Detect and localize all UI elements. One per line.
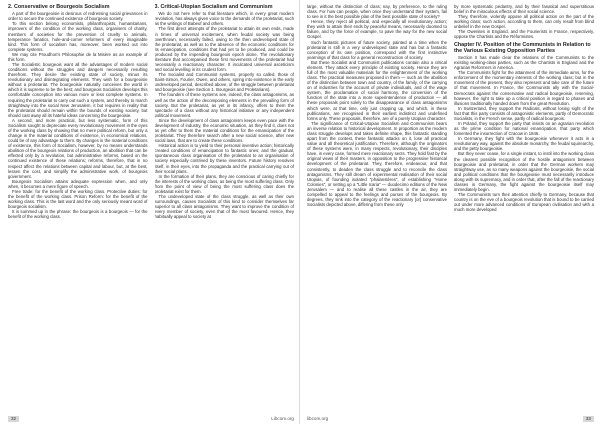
section-heading-conservative-socialism: 2. Conservative or Bourgeois Socialism	[8, 4, 110, 10]
paragraph: We do not here refer to that literature which, in every great modern revolution, has always given voice to the demands of the proletariat, such as the writings of Babeuf and others.	[154, 11, 294, 27]
paragraph: Since the development of class antagonism keeps even pace with the development of industry, the economic situation, as they find it, does not as yet offer to them the material conditions for the emancipation of the proletariat. They therefore search after a new social science, after new social laws, that are to create these conditions.	[154, 117, 294, 144]
paragraph: In the formation of their plans, they are conscious of caring chiefly for the interests of the working class, as being the most suffering class. Only from the point of view of being the most suffering class does the proletariat exist for them.	[154, 173, 294, 194]
paragraph: Free trade: for the benefit of the working class. Protective duties: for the benefit of the working class. Prison Reform: for the benefit of the working class. This is the last word and the only seriously meant word of bourgeois socialism.	[8, 188, 148, 210]
section-heading-critical-utopian: 3. Critical-Utopian Socialism and Communism	[154, 4, 273, 10]
paragraph: Section II has made clear the relations of the Communists to the existing working-class parties, such as the Chartists in England and the Agrarian Reformers in America.	[454, 54, 594, 71]
paragraph: The Owenites in England, and the Fourierists in France, respectively, oppose the Chartists and the Réformistes.	[454, 29, 594, 40]
page-number: 32	[8, 416, 19, 422]
left-footer	[8, 415, 294, 422]
paragraph: But these Socialist and Communist publications contain also a critical element. They attack every principle of existing society. Hence they are full of the most valuable materials for the enlightenment of the working class. The practical measures proposed in them — such as the abolition of the distinction between town and country, of the family, of the carrying on of industries for the account of private individuals, and of the wage system, the proclamation of social harmony, the conversion of the function of the state into a more superintendence of production — all these proposals point solely to the disappearance of class antagonisms which were, at that time, only just cropping up, and which, in these publications, are recognised in their earliest indistinct and undefined forms only. These proposals, therefore, are of a purely Utopian character.	[307, 59, 447, 121]
paragraph: The significance of Critical-Utopian Socialism and Communism bears an inverse relation to historical development. In proportion as the modern class struggle develops and takes definite shape, this fantastic standing apart from the contest, these fantastic attacks on it, lose all practical value and all theoretical justification. Therefore, although the originators of these systems were, in many respects, revolutionary, their disciples have, in every case, formed mere reactionary sects. They hold fast by the original views of their masters, in opposition to the progressive historical development of the proletariat. They, therefore, endeavour, and that consistently, to deaden the class struggle and to reconcile the class antagonisms. They still dream of experimental realisation of their social Utopias, of founding isolated "phalanstères", of establishing "Home Colonies", or setting up a "Little Icaria" — duodecimo editions of the New Jerusalem — and to realise all these castles in the air, they are compelled to appeal to the feelings and purses of the bourgeois. By degrees, they sink into the category of the reactionary [or] conservative Socialists depicted above, differing from these only	[307, 120, 447, 208]
right-columns	[307, 4, 594, 408]
right-column-2	[454, 4, 594, 408]
paragraph: Historical action is to yield to their personal inventive action; historically created conditions of emancipation to fantastic ones; and the gradual, spontaneous class organisation of the proletariat to an organisation of society especially contrived by these inventors. Future history resolves itself, in their eyes, into the propaganda and the practical carrying out of their social plans.	[154, 143, 294, 174]
paragraph: Hence, they reject all political, and especially all revolutionary action; they wish to attain their ends by peaceful means, necessarily doomed to failure, and by the force of example, to pave the way for the new social Gospel.	[307, 19, 447, 40]
right-page	[300, 0, 600, 424]
left-column-2	[155, 4, 295, 408]
paragraph: The Socialistic bourgeois want all the advantages of modern social conditions without the struggles and dangers necessarily resulting therefrom. They desire the existing state of society, minus its revolutionary and disintegrating elements. They wish for a bourgeoisie without a proletariat. The bourgeoisie naturally conceives the world in which it is supreme to be the best; and bourgeois Socialism develops this comfortable conception into various more or less complete systems. In requiring the proletariat to carry out such a system, and thereby to march straightway into the social New Jerusalem, it but requires in reality that the proletariat should remain within the bounds of existing society, but should cast away all its hateful ideas concerning the bourgeoisie.	[8, 61, 148, 118]
page-number: 33	[583, 416, 594, 422]
paragraph: by more systematic pedantry, and by their fanatical and superstitious belief in the miraculous effects of their social science.	[454, 4, 594, 15]
left-column-1	[8, 4, 148, 408]
paragraph: We may cite Proudhon's Philosophie de la Misère as an example of this form.	[8, 51, 148, 62]
source-tag: libcom.org	[307, 416, 329, 421]
source-tag: Libcom.org	[271, 416, 294, 421]
right-column-1	[307, 4, 447, 408]
paragraph: The first direct attempts of the proletariat to attain its own ends, made in times of universal excitement, when feudal society was being overthrown, necessarily failed, owing to the then undeveloped state of the proletariat, as well as to the absence of the economic conditions for its emancipation, conditions that had yet to be produced, and could be produced by the impending bourgeois epoch alone. The revolutionary literature that accompanied these first movements of the proletariat had necessarily a reactionary character. It inculcated universal asceticism and social levelling in its crudest form.	[154, 26, 294, 73]
left-columns	[8, 4, 294, 408]
paragraph: To this section belong economists, philanthropists, humanitarians, improvers of the condition of the working class, organisers of charity, members of societies for the prevention of cruelty to animals, temperance fanatics, hole-and-corner reformers of every imaginable kind. This form of socialism has, moreover, been worked out into complete systems.	[8, 21, 148, 52]
paragraph: A second, and more practical, but less systematic, form of this Socialism sought to depreciate every revolutionary movement in the eyes of the working class by showing that no mere political reform, but only a change in the material conditions of existence, in economical relations, could be of any advantage to them. By changes in the material conditions of existence, this form of Socialism, however, by no means understands abolition of the bourgeois relations of production, an abolition that can be effected only by a revolution, but administrative reforms, based on the continued existence of these relations; reforms, therefore, that in no respect affect the relations between capital and labour, but, at the best, lessen the cost, and simplify the administrative work, of bourgeois government.	[8, 117, 148, 179]
chapter-heading: Chapter IV. Position of the Communists in Relation to the Various Existing Opposition Parties	[454, 41, 591, 54]
paragraph: They, therefore, violently oppose all political action on the part of the working class; such action, according to them, can only result from blind unbelief in the new Gospel.	[454, 14, 594, 30]
paragraph: In Germany, they fight with the bourgeoisie whenever it acts in a revolutionary way, against the absolute monarchy, the feudal squirearchy, and the petty bourgeoisie.	[454, 136, 594, 152]
paragraph: The undeveloped state of the class struggle, as well as their own surroundings, causes Socialists of this kind to consider themselves far superior to all class antagonisms. They want to improve the condition of every member of society, even that of the most favoured. Hence, they habitually appeal to society at	[154, 194, 294, 220]
paragraph: The Communists fight for the attainment of the immediate aims, for the enforcement of the momentary interests of the working class; but in the movement of the present, they also represent and take care of the future of that movement. In France, the Communists ally with the Social-Democrats against the conservative and radical bourgeoisie, reserving, however, the right to take up a critical position in regard to phases and illusions traditionally handed down from the great Revolution.	[454, 70, 594, 106]
paragraph: Such fantastic pictures of future society, painted at a time when the proletariat is still in a very undeveloped state and has but a fantastic conception of its own position, correspond with the first instinctive yearnings of that class for a general reconstruction of society.	[307, 39, 447, 60]
paragraph: The founders of these systems see, indeed, the class antagonisms, as well as the action of the decomposing elements in the prevailing form of society. But the proletariat, as yet in its infancy, offers to them the spectacle of a class without any historical initiative or any independent political movement.	[154, 92, 294, 118]
paragraph: In Poland, they support the party that insists on an agrarian revolution as the prime condition for national emancipation, that party which fomented the insurrection of Cracow in 1846.	[454, 120, 594, 137]
right-footer	[307, 415, 594, 422]
paragraph: Bourgeois Socialism attains adequate expression when, and only when, it becomes a mere figure of speech.	[8, 178, 148, 189]
paragraph: A part of the bourgeoisie is desirous of redressing social grievances in order to secure the continued existence of bourgeois society.	[8, 11, 148, 22]
paragraph: In Switzerland, they support the Radicals, without losing sight of the fact that this party consists of antagonistic elements, partly of Democratic Socialists, in the French sense, partly of radical bourgeois.	[454, 105, 594, 121]
paragraph: large, without the distinction of class; nay, by preference, to the ruling class. For how can people, when once they understand their system, fail to see in it the best possible plan of the best possible state of society?	[307, 4, 447, 20]
paragraph: It is summed up in the phrase: the bourgeois is a bourgeois — for the benefit of the working class.	[8, 209, 148, 220]
paragraph: But they never cease, for a single instant, to instil into the working class the clearest possible recognition of the hostile antagonism between bourgeoisie and proletariat, in order that the German workers may straightway use, as so many weapons against the bourgeoisie, the social and political conditions that the bourgeoisie must necessarily introduce along with its supremacy, and in order that, after the fall of the reactionary classes in Germany, the fight against the bourgeoisie itself may immediately begin.	[454, 151, 594, 192]
paragraph: The Communists turn their attention chiefly to Germany, because that country is on the eve of a bourgeois revolution that is bound to be carried out under more advanced conditions of European civilisation and with a much more developed	[454, 192, 594, 213]
paragraph: The Socialist and Communist systems, properly so called, those of Saint-Simon, Fourier, Owen, and others, spring into existence in the early undeveloped period, described above, of the struggle between proletariat and bourgeoisie (see Section 1. Bourgeois and Proletarians).	[154, 72, 294, 93]
